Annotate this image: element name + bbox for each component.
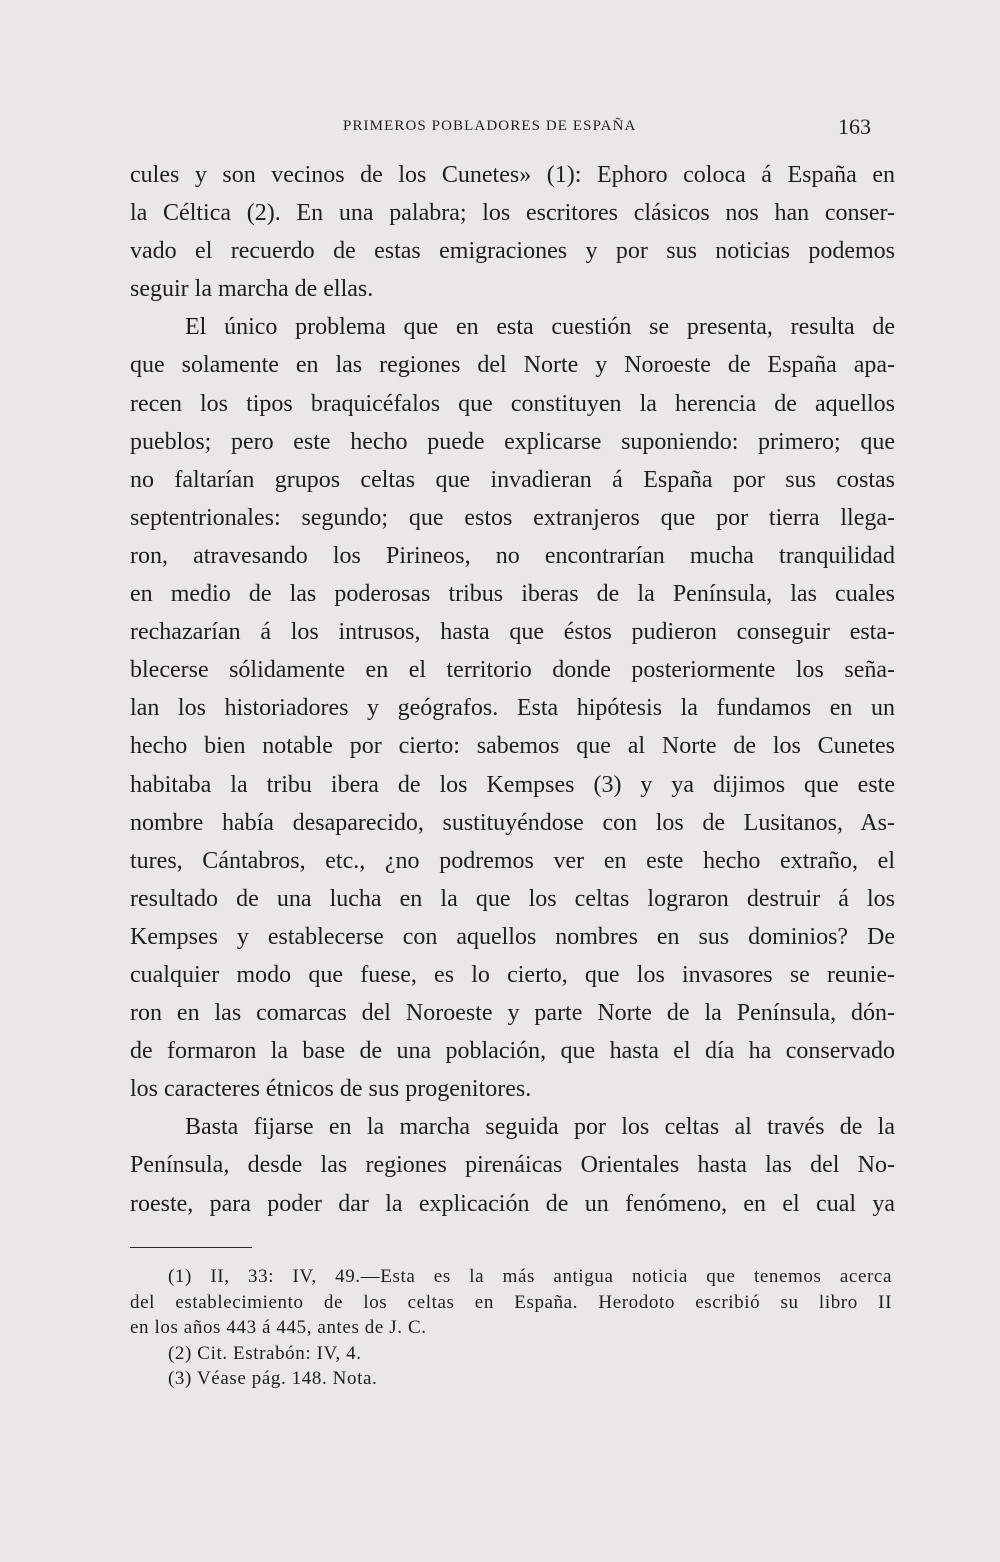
text-line: resultado de una lucha en la que los celtas lograron destruir á los — [130, 885, 895, 912]
footnote-line: del establecimiento de los celtas en España. Herodoto escribió su libro II — [130, 1291, 892, 1313]
running-head — [0, 114, 1000, 142]
text-line: seguir la marcha de ellas. — [130, 276, 374, 303]
text-line: cules y son vecinos de los Cunetes» (1): Ephoro coloca á España en — [130, 162, 895, 188]
text-line: los caracteres étnicos de sus progenitores. — [130, 1076, 532, 1103]
text-line: recen los tipos braquicéfalos que constituyen la herencia de aquellos — [130, 390, 895, 417]
text-line: blecerse sólidamente en el territorio donde posteriormente los seña- — [130, 657, 895, 684]
text-line: Península, desde las regiones pirenáicas Orientales hasta las del No- — [130, 1152, 895, 1179]
text-line: septentrionales: segundo; que estos extranjeros que por tierra llega- — [130, 504, 895, 531]
text-line: ron, atravesando los Pirineos, no encontrarían mucha tranquilidad — [130, 542, 895, 569]
text-line: tures, Cántabros, etc., ¿no podremos ver en este hecho extraño, el — [130, 847, 895, 874]
footnotes — [130, 1264, 892, 1392]
text-line: vado el recuerdo de estas emigraciones y por sus noticias podemos — [130, 238, 895, 265]
text-line: en medio de las poderosas tribus iberas de la Península, las cuales — [130, 581, 895, 608]
text-line: pueblos; pero este hecho puede explicarse suponiendo: primero; que — [130, 428, 895, 455]
text-line: no faltarían grupos celtas que invadieran á España por sus costas — [130, 466, 895, 493]
text-line: hecho bien notable por cierto: sabemos que al Norte de los Cunetes — [130, 733, 895, 760]
running-title: PRIMEROS POBLADORES DE ESPAÑA — [343, 118, 637, 134]
text-line: que solamente en las regiones del Norte y Noroeste de España apa- — [130, 352, 895, 379]
text-line: lan los historiadores y geógrafos. Esta hipótesis la fundamos en un — [130, 695, 895, 722]
text-line: ron en las comarcas del Noroeste y parte Norte de la Península, dón- — [130, 1000, 895, 1027]
text-line: Basta fijarse en la marcha seguida por los celtas al través de la — [185, 1114, 895, 1141]
footnote-line: (2) Cit. Estrabón: IV, 4. — [168, 1342, 362, 1364]
text-line: nombre había desaparecido, sustituyéndose con los de Lusitanos, As- — [130, 809, 895, 836]
footnote-divider — [130, 1247, 252, 1248]
page-number: 163 — [838, 114, 871, 139]
text-line: de formaron la base de una población, que hasta el día ha conservado — [130, 1038, 895, 1065]
text-line: la Céltica (2). En una palabra; los escritores clásicos nos han conser- — [130, 200, 895, 227]
text-line: rechazarían á los intrusos, hasta que éstos pudieron conseguir esta- — [130, 619, 895, 646]
text-line: cualquier modo que fuese, es lo cierto, que los invasores se reunie- — [130, 961, 895, 988]
footnote-line: en los años 443 á 445, antes de J. C. — [130, 1317, 427, 1338]
text-line: habitaba la tribu ibera de los Kempses (3) y ya dijimos que este — [130, 771, 895, 798]
text-line: Kempses y establecerse con aquellos nombres en sus dominios? De — [130, 923, 895, 950]
text-line: roeste, para poder dar la explicación de un fenómeno, en el cual ya — [130, 1190, 895, 1217]
footnote-line: (3) Véase pág. 148. Nota. — [168, 1368, 378, 1389]
body-text — [130, 156, 895, 1223]
text-line: El único problema que en esta cuestión se presenta, resulta de — [185, 314, 895, 341]
footnote-line: (1) II, 33: IV, 49.—Esta es la más antigua noticia que tenemos acerca — [168, 1266, 892, 1287]
